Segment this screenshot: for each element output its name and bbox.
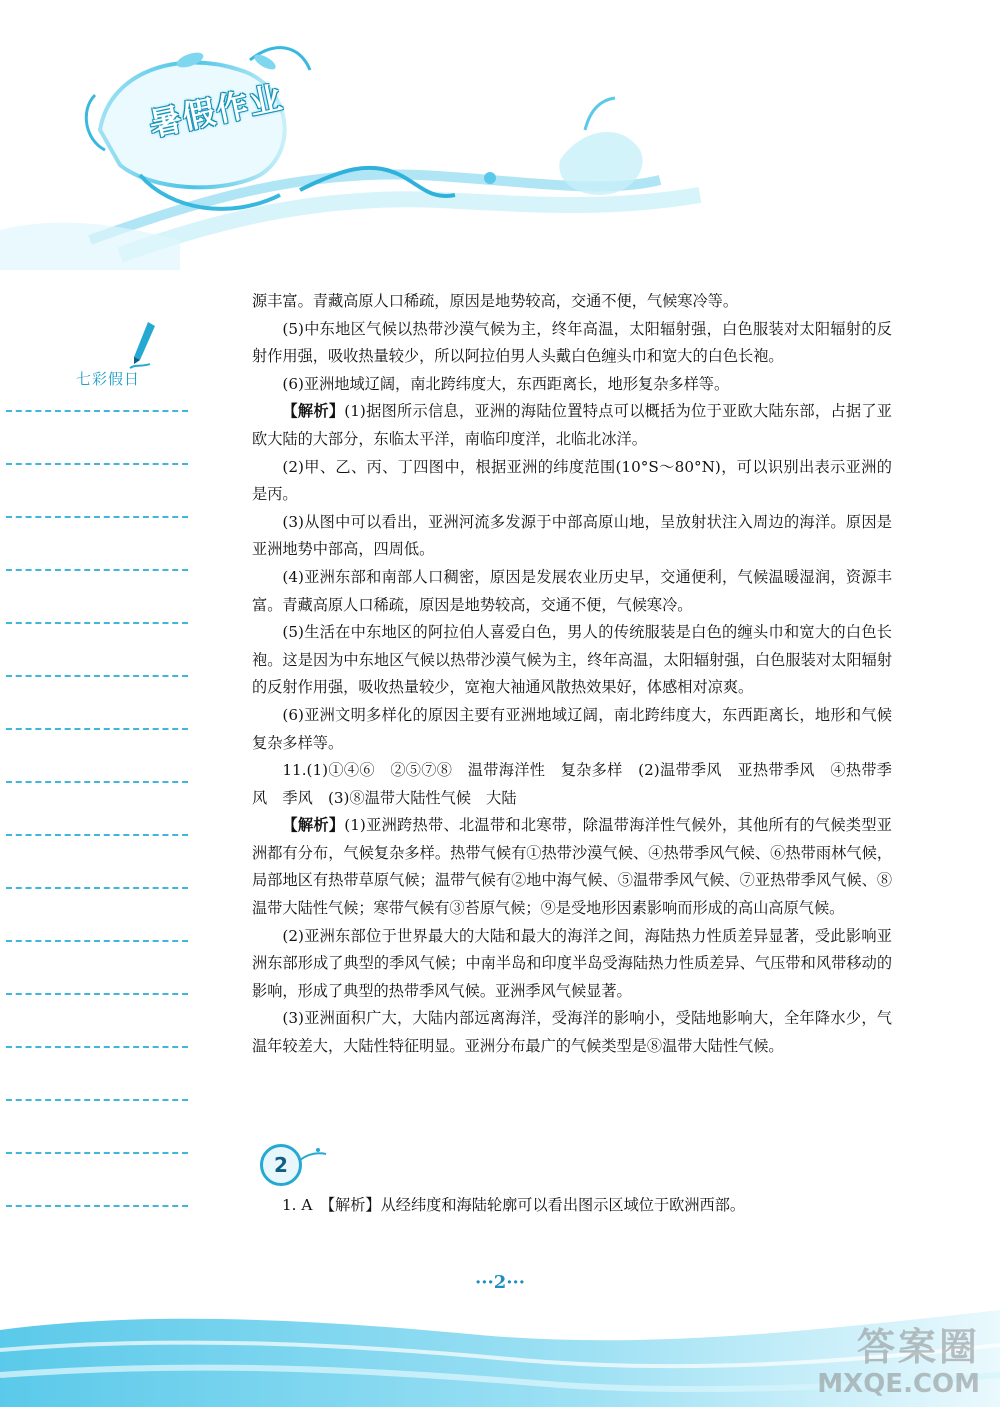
paragraph-text: (6)亚洲文明多样化的原因主要有亚洲地域辽阔，南北跨纬度大，东西距离长，地形和气候复杂多样等。: [252, 705, 892, 752]
paragraph-text: 源丰富。青藏高原人口稀疏，原因是地势较高，交通不便，气候寒冷等。: [252, 292, 738, 310]
paragraph-text: (1)亚洲跨热带、北温带和北寒带，除温带海洋性气候外，其他所有的气候类型亚洲都有分布，气候复杂多样。热带气候有①热带沙漠气候、④热带季风气候、⑥热带雨林气候，局部地区有热带草原气候；温带气候有②地中海气候、⑤温带季风气候、⑦亚热带季风气候、⑧温带大陆性气候；寒带气候有③苔原气候；⑨是受地形因素影响而形成的高山高原气候。: [252, 816, 892, 918]
answer-paragraph: [252, 702, 892, 757]
analysis-tag: 【解析】: [282, 402, 345, 421]
note-line: [6, 781, 188, 783]
paragraph-text: (2)甲、乙、丙、丁四图中，根据亚洲的纬度范围(10°S～80°N)，可以识别出表示亚洲的是丙。: [252, 457, 892, 504]
note-line: [6, 516, 188, 518]
note-line: [6, 834, 188, 836]
watermark: [817, 1325, 980, 1399]
answer-paragraph: [252, 812, 892, 922]
answer-paragraph: [252, 288, 892, 316]
note-line: [6, 1152, 188, 1154]
note-line: [6, 569, 188, 571]
answer-content: [252, 288, 892, 1061]
note-line: [6, 1205, 188, 1207]
paragraph-text: (3)亚洲面积广大，大陆内部远离海洋，受海洋的影响小，受陆地影响大，全年降水少，气温年较差大，大陆性特征明显。亚洲分布最广的气候类型是⑧温带大陆性气候。: [252, 1009, 892, 1056]
answer-paragraph: [252, 1005, 892, 1060]
margin-label: 七彩假日: [76, 370, 141, 388]
note-line: [6, 410, 188, 412]
paragraph-text: 11.(1)①④⑥ ②⑤⑦⑧ 温带海洋性 复杂多样 (2)温带季风 亚热带季风 ④热带季风 季风 (3)⑧温带大陆性气候 大陆: [252, 761, 892, 807]
paragraph-text: (3)从图中可以看出，亚洲河流多发源于中部高原山地，呈放射状注入周边的海洋。原因是亚洲地势中部高，四周低。: [252, 512, 892, 559]
note-line: [6, 940, 188, 942]
paragraph-text: (2)亚洲东部位于世界最大的大陆和最大的海洋之间，海陆热力性质差异显著，受此影响亚洲东部形成了典型的季风气候；中南半岛和印度半岛受海陆热力性质差异、气压带和风带移动的影响，形成了典型的热带季风气候。亚洲季风气候显著。: [252, 926, 892, 1000]
answer-paragraph: [252, 454, 892, 509]
page-number: ···2···: [474, 1272, 526, 1293]
paragraph-text: (5)生活在中东地区的阿拉伯人喜爱白色，男人的传统服装是白色的缠头巾和宽大的白色长袍。这是因为中东地区气候以热带沙漠气候为主，终年高温，太阳辐射强，白色服装对太阳辐射的反射作用强，吸收热量较少，宽袍大袖通风散热效果好，体感相对凉爽。: [252, 623, 892, 697]
sparkle-icon: [298, 1146, 328, 1166]
note-line: [6, 728, 188, 730]
note-line: [6, 1046, 188, 1048]
note-line: [6, 1099, 188, 1101]
margin-notes-column: [0, 310, 200, 1210]
answer-paragraph: [252, 564, 892, 619]
paragraph-text: (6)亚洲地域辽阔，南北跨纬度大，东西距离长，地形复杂多样等。: [282, 374, 730, 393]
note-line: [6, 675, 188, 677]
answer-paragraph: [252, 316, 892, 371]
pen-icon: [128, 320, 158, 370]
answer-paragraph: [252, 923, 892, 1006]
note-line: [6, 887, 188, 889]
answer-paragraph: [252, 509, 892, 564]
note-line: [6, 622, 188, 624]
watermark-logo-text: 答案圈: [856, 1325, 980, 1369]
section-number-badge: 2: [260, 1144, 302, 1186]
paragraph-text: (1)据图所示信息，亚洲的海陆位置特点可以概括为位于亚欧大陆东部，占据了亚欧大陆的大部分，东临太平洋，南临印度洋，北临北冰洋。: [252, 402, 892, 448]
answer-paragraph: [252, 619, 892, 702]
paragraph-text: (5)中东地区气候以热带沙漠气候为主，终年高温，太阳辐射强，白色服装对太阳辐射的反射作用强，吸收热量较少，所以阿拉伯男人头戴白色缠头巾和宽大的白色长袍。: [252, 319, 892, 366]
answer-paragraph: [252, 757, 892, 812]
note-line: [6, 463, 188, 465]
note-line: [6, 993, 188, 995]
paragraph-text: (4)亚洲东部和南部人口稠密，原因是发展农业历史早，交通便利，气候温暖湿润，资源丰富。青藏高原人口稀疏，原因是地势较高，交通不便，气候寒冷。: [252, 567, 892, 614]
answer-paragraph: [252, 371, 892, 399]
section-2-answer: 1. A 【解析】从经纬度和海陆轮廓可以看出图示区域位于欧洲西部。: [282, 1196, 746, 1214]
watermark-url: MXQE.COM: [817, 1369, 980, 1399]
section-2-marker: [252, 1140, 332, 1190]
brand-title: 暑假作业: [145, 78, 287, 144]
answer-paragraph: [252, 398, 892, 453]
header-decoration: [0, 0, 1000, 270]
analysis-tag: 【解析】: [282, 816, 345, 835]
